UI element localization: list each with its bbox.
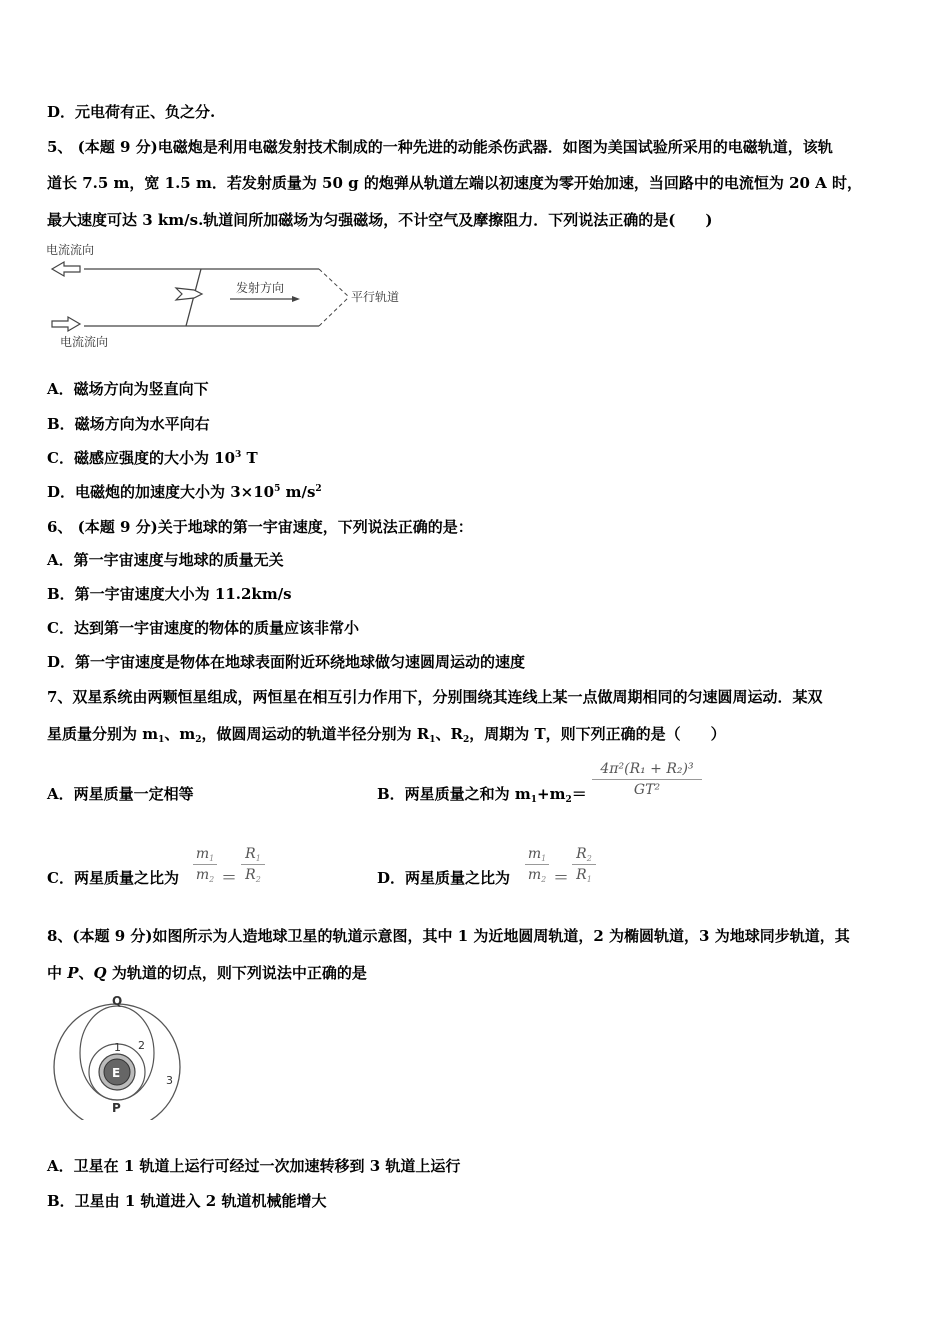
q8-stem-text-b: 、 bbox=[78, 964, 94, 982]
q8-option-b: B．卫星由 1 轨道进入 2 轨道机械能增大 bbox=[47, 1192, 327, 1210]
fraction-denominator: $m_2$ bbox=[527, 867, 547, 884]
q6-option-b: B．第一宇宙速度大小为 11.2km/s bbox=[47, 585, 292, 603]
q7-option-c-radius-ratio bbox=[241, 845, 265, 884]
q7-stem-text-d: 、R bbox=[435, 725, 463, 743]
q7-option-d-radius-ratio bbox=[572, 845, 596, 884]
orbit-3-label: 3 bbox=[166, 1074, 173, 1087]
q7-option-d-mass-ratio bbox=[525, 845, 549, 884]
launch-arrow-head bbox=[292, 296, 300, 302]
orbit-2-label: 2 bbox=[138, 1039, 145, 1052]
fraction-denominator: $R_1$ bbox=[576, 867, 592, 884]
launch-direction-label: 发射方向 bbox=[236, 281, 285, 295]
q7-option-b bbox=[377, 784, 587, 804]
q8-stem-text-c: 为轨道的切点，则下列说法中正确的是 bbox=[106, 964, 367, 982]
q7-option-b-fraction bbox=[592, 760, 702, 799]
fraction-numerator: $m_1$ bbox=[195, 846, 215, 863]
q8-point-p: P bbox=[67, 964, 79, 982]
q7-sub: 1 bbox=[530, 795, 538, 805]
fraction-numerator: $R_1$ bbox=[245, 846, 261, 863]
current-top-label: 电流流向 bbox=[46, 243, 95, 257]
q8-option-a: A．卫星在 1 轨道上运行可经过一次加速转移到 3 轨道上运行 bbox=[47, 1157, 461, 1175]
q7-sub: 2 bbox=[462, 735, 470, 745]
q7-stem-text-c: ，做圆周运动的轨道半径分别为 R bbox=[201, 725, 430, 743]
q4-option-d: D．元电荷有正、负之分. bbox=[47, 103, 216, 121]
q5-option-c-unit: T bbox=[241, 449, 258, 467]
q7-option-c-equals: ＝ bbox=[221, 868, 238, 887]
projectile-icon bbox=[176, 288, 202, 300]
q7-option-b-text-b: +m bbox=[537, 785, 566, 803]
q5-option-d-unit: m/s bbox=[280, 483, 316, 501]
current-left-arrow bbox=[52, 262, 80, 276]
earth-label: E bbox=[112, 1066, 121, 1080]
q7-option-b-equals: ＝ bbox=[571, 785, 587, 803]
q5-stem-line2: 道长 7.5 m，宽 1.5 m．若发射质量为 50 g 的炮弹从轨道左端以初速度为零开始加速，当回路中的电流恒为 20 A 时， bbox=[47, 174, 863, 192]
q5-option-d bbox=[47, 482, 322, 502]
q8-stem-line2 bbox=[47, 963, 367, 983]
fraction-bar bbox=[572, 864, 596, 865]
point-p-label: P bbox=[112, 1101, 121, 1115]
rail-top-dash bbox=[319, 269, 349, 297]
q8-point-q: Q bbox=[93, 964, 107, 982]
q8-stem-text-a: 中 bbox=[47, 964, 68, 982]
q5-stem-line3: 最大速度可达 3 km/s.轨道间所加磁场为匀强磁场，不计空气及摩擦阻力．下列说法正确的是( ) bbox=[47, 211, 713, 229]
q7-sub: 1 bbox=[158, 735, 165, 745]
fraction-bar bbox=[592, 779, 702, 780]
fraction-bar bbox=[525, 864, 549, 865]
fraction-bar bbox=[193, 864, 217, 865]
fraction-numerator: $R_2$ bbox=[576, 846, 592, 863]
q6-stem: 6、 (本题 9 分)关于地球的第一宇宙速度，下列说法正确的是： bbox=[47, 518, 473, 536]
q7-option-d-equals: ＝ bbox=[553, 868, 570, 887]
fraction-denominator: $m_2$ bbox=[195, 867, 215, 884]
q7-option-a: A．两星质量一定相等 bbox=[47, 785, 194, 803]
q5-option-c-exp: 3 bbox=[235, 450, 242, 460]
q7-option-c-mass-ratio bbox=[193, 845, 217, 884]
q7-sub: 1 bbox=[429, 735, 436, 745]
q5-stem-line1: 5、 (本题 9 分)电磁炮是利用电磁发射技术制成的一种先进的动能杀伤武器．如图为美国试验所采用的电磁轨道，该轨 bbox=[47, 138, 833, 156]
q5-option-d-text: D．电磁炮的加速度大小为 3×10 bbox=[47, 483, 275, 501]
q5-option-d-exp: 5 bbox=[274, 484, 281, 494]
q8-stem-line1: 8、(本题 9 分)如图所示为人造地球卫星的轨道示意图，其中 1 为近地圆周轨道，2 为椭圆轨道，3 为地球同步轨道，其 bbox=[47, 927, 850, 945]
q7-stem-text-e: ，周期为 T，则下列正确的是（ ） bbox=[469, 725, 726, 743]
q7-option-b-text-a: B．两星质量之和为 m bbox=[377, 785, 531, 803]
fraction-bar bbox=[241, 864, 265, 865]
current-right-arrow bbox=[52, 317, 80, 331]
q5-option-c-text: C．磁感应强度的大小为 10 bbox=[47, 449, 236, 467]
q7-option-c: C．两星质量之比为 bbox=[47, 869, 179, 887]
point-q-label: Q bbox=[112, 995, 123, 1008]
q7-option-d: D．两星质量之比为 bbox=[377, 869, 511, 887]
q7-stem-text-a: 星质量分别为 m bbox=[47, 725, 159, 743]
q7-stem-text-b: 、m bbox=[164, 725, 196, 743]
q5-option-d-exp2: 2 bbox=[315, 484, 322, 494]
q5-option-c bbox=[47, 448, 258, 468]
fraction-numerator: 4π²(R₁ + R₂)³ bbox=[600, 761, 694, 777]
q7-sub: 2 bbox=[195, 735, 202, 745]
fraction-denominator: $R_2$ bbox=[245, 867, 261, 884]
parallel-rails-label: 平行轨道 bbox=[351, 290, 400, 304]
current-bottom-label: 电流流向 bbox=[60, 335, 109, 349]
q5-option-a: A．磁场方向为竖直向下 bbox=[47, 380, 209, 398]
q6-option-a: A．第一宇宙速度与地球的质量无关 bbox=[47, 551, 284, 569]
orbit-figure bbox=[50, 995, 190, 1120]
orbit-1-label: 1 bbox=[114, 1041, 121, 1054]
q7-stem-line1: 7、双星系统由两颗恒星组成，两恒星在相互引力作用下，分别围绕其连线上某一点做周期相同的匀速圆周运动．某双 bbox=[47, 688, 823, 706]
railgun-figure bbox=[44, 240, 414, 352]
q7-sub: 2 bbox=[565, 795, 572, 805]
rail-bottom-dash bbox=[319, 297, 349, 326]
q6-option-d: D．第一宇宙速度是物体在地球表面附近环绕地球做匀速圆周运动的速度 bbox=[47, 653, 526, 671]
q5-option-b: B．磁场方向为水平向右 bbox=[47, 415, 210, 433]
q7-stem-line2 bbox=[47, 724, 726, 744]
fraction-numerator: $m_1$ bbox=[527, 846, 547, 863]
fraction-denominator: GT² bbox=[633, 782, 661, 798]
q6-option-c: C．达到第一宇宙速度的物体的质量应该非常小 bbox=[47, 619, 359, 637]
